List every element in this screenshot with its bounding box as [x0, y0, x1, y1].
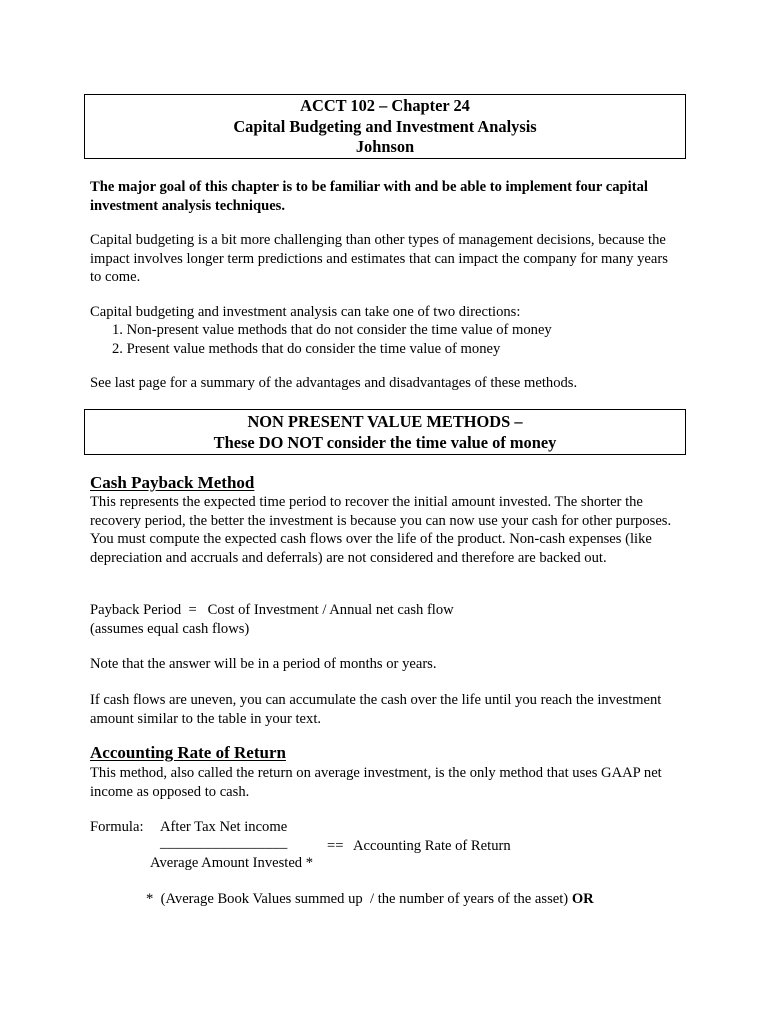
list-item: 1. Non-present value methods that do not consider the time value of money: [112, 322, 552, 338]
summary-note: See last page for a summary of the advantages and disadvantages of these methods.: [90, 375, 578, 391]
payback-note: Note that the answer will be in a period of months or years.: [90, 656, 437, 672]
formula-footnote: [146, 890, 594, 909]
payback-formula: Payback Period = Cost of Investment / Annual net cash flow: [90, 602, 454, 618]
uneven-cash-flows: If cash flows are uneven, you can accumulate the cash over the life until you reach the investment amount similar to the table in your text.: [90, 692, 662, 727]
intro-paragraph: Capital budgeting is a bit more challenging than other types of management decisions, because the impact involves longer term predictions and estimates that can impact the company for many years to come.: [90, 232, 668, 285]
section-box: [84, 409, 686, 455]
directions-paragraph: Capital budgeting and investment analysis can take one of two directions:: [90, 304, 521, 320]
section-title-line1: NON PRESENT VALUE METHODS –: [247, 412, 523, 431]
arr-body: This method, also called the return on average investment, is the only method that uses GAAP net income as opposed to cash.: [90, 765, 662, 800]
formula-equals: ==: [327, 838, 344, 854]
course-title: ACCT 102 – Chapter 24: [300, 96, 470, 115]
directions-list: [112, 321, 672, 358]
formula-label: Formula:: [90, 819, 144, 835]
footnote-text: * (Average Book Values summed up / the number of years of the asset): [146, 891, 569, 907]
cash-payback-heading: Cash Payback Method: [90, 473, 255, 492]
section-title-line2: These DO NOT consider the time value of money: [213, 432, 557, 452]
formula-denominator: Average Amount Invested *: [150, 855, 314, 871]
footnote-or: OR: [571, 891, 594, 907]
title-box: [84, 94, 686, 159]
goal-statement: The major goal of this chapter is to be familiar with and be able to implement four capital investment analysis techniques.: [90, 179, 648, 214]
formula-result: Accounting Rate of Return: [353, 838, 511, 854]
cash-payback-body: This represents the expected time period to recover the initial amount invested. The shorter the recovery period, the better the investment is because you can now use your cash for other purposes. You must compute the expected cash flows over the life of the product. Non-cash expenses (like depreciation and accruals and deferrals) are not considered and therefore are backed out.: [90, 494, 672, 566]
payback-formula-note: (assumes equal cash flows): [90, 621, 250, 637]
formula-numerator: After Tax Net income: [160, 819, 288, 835]
author-name: Johnson: [355, 137, 415, 156]
chapter-title: Capital Budgeting and Investment Analysis: [233, 116, 537, 136]
arr-heading: Accounting Rate of Return: [90, 743, 286, 762]
formula-fraction-bar: _________________: [160, 835, 288, 851]
list-item: 2. Present value methods that do consider the time value of money: [112, 340, 501, 357]
